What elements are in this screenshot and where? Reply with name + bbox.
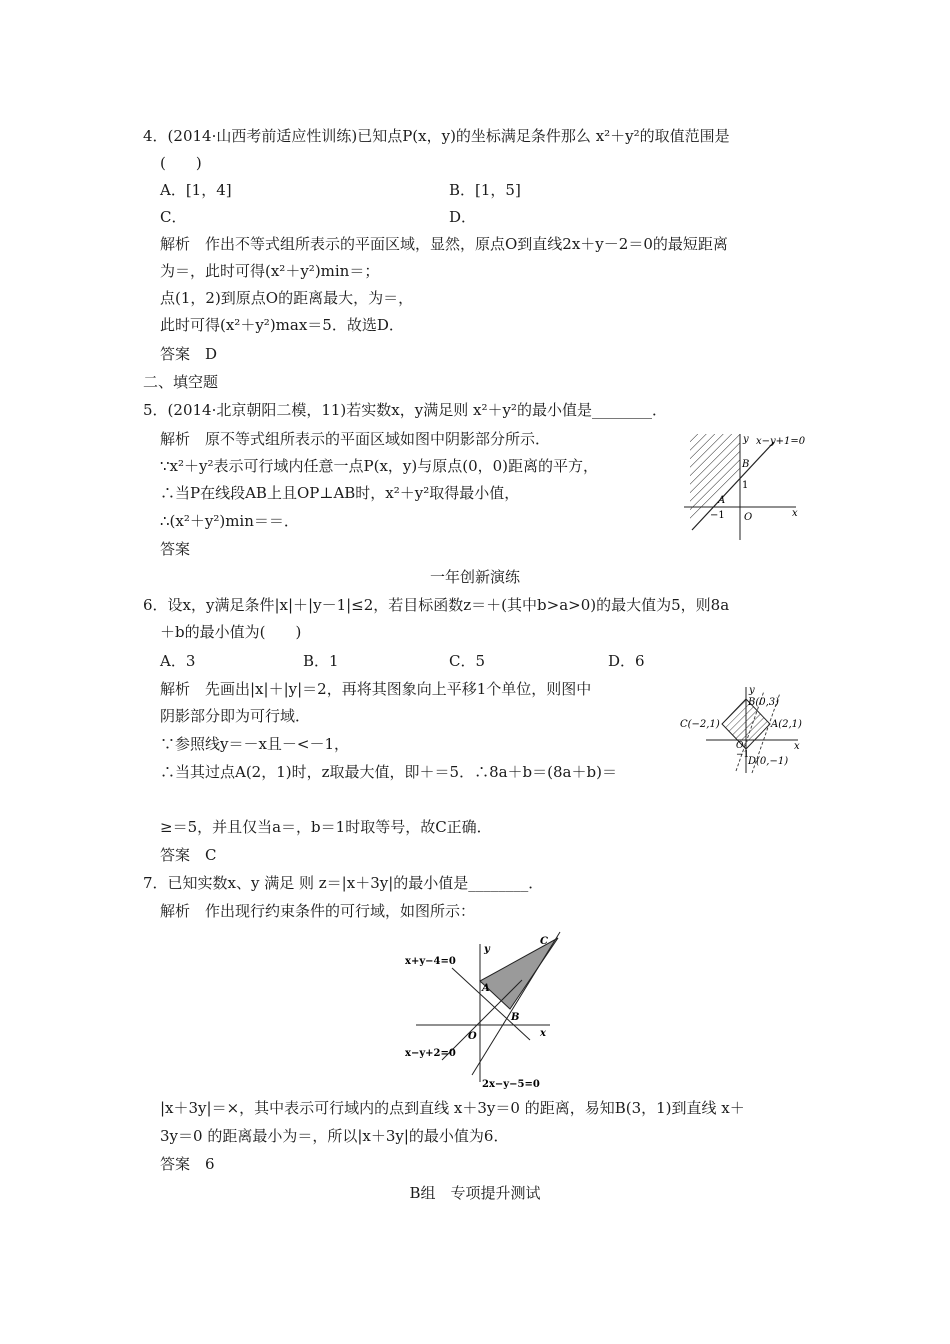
section-fill-blank-title: 二、填空题	[143, 373, 219, 391]
q7-line3-label: 2x−y−5=0	[482, 1079, 540, 1090]
q5-line-label: x−y+1=0	[756, 436, 806, 447]
q6-y-label: y	[749, 685, 755, 696]
q5-answer: 答案	[160, 540, 191, 558]
q6-origin-label: O	[736, 741, 744, 751]
q5-solution-line4: ∴(x²＋y²)min＝＝．	[160, 512, 299, 530]
q5-tick-1-label: 1	[742, 480, 749, 491]
q5-solution-line1: 解析 原不等式组所表示的平面区域如图中阴影部分所示．	[160, 430, 551, 448]
q6-point-b-label: B(0,3)	[748, 697, 780, 708]
q6-option-a: A．3	[160, 652, 196, 670]
q6-option-c: C．5	[449, 652, 486, 670]
q7-point-c-label: C	[540, 936, 548, 947]
q6-solution-line3: ∵参照线y＝－x且－<－1，	[160, 735, 350, 753]
q4-option-d: D．	[449, 208, 477, 226]
q7-x-label: x	[540, 1028, 546, 1039]
q5-solution-line3: ∴当P在线段AB上且OP⊥AB时，x²＋y²取得最小值，	[160, 484, 520, 502]
q7-stem: 7．已知实数x、y 满足 则 z＝|x＋3y|的最小值是________．	[143, 874, 544, 892]
q5-y-label: y	[743, 434, 749, 445]
q4-answer: 答案 D	[160, 345, 218, 363]
q6-tick-neg1-label: −1	[736, 750, 750, 760]
q6-point-c-label: C(−2,1)	[680, 719, 720, 730]
q7-point-b-label: B	[511, 1012, 520, 1023]
q5-stem: 5．(2014·北京朝阳二模，11)若实数x，y满足则 x²＋y²的最小值是________．	[143, 401, 667, 419]
q6-point-d-label: D(0,−1)	[748, 756, 789, 767]
q7-solution-line2: |x＋3y|＝×，其中表示可行域内的点到直线 x＋3y＝0 的距离，易知B(3，1)到直线 x＋	[160, 1099, 745, 1117]
q5-feasible-region-figure	[676, 430, 816, 542]
q5-x-label: x	[792, 508, 798, 519]
q4-solution-line2: 为＝，此时可得(x²＋y²)min＝；	[160, 262, 380, 280]
q6-stem-line2: ＋b的最小值为( )	[160, 623, 302, 641]
q4-solution-line1: 解析 作出不等式组所表示的平面区域，显然，原点O到直线2x＋y－2＝0的最短距离	[160, 235, 728, 253]
q7-feasible-region-figure	[402, 930, 562, 1090]
q7-y-label: y	[484, 944, 490, 955]
q4-solution-line3: 点(1，2)到原点O的距离最大，为＝，	[160, 289, 414, 307]
q6-stem-line1: 6．设x，y满足条件|x|＋|y－1|≤2，若目标函数z＝＋(其中b>a>0)的最大值为5，则8a	[143, 596, 730, 614]
q6-solution-line5: ≥＝5，并且仅当a＝，b＝1时取等号，故C正确．	[160, 818, 492, 836]
q7-answer: 答案 6	[160, 1155, 215, 1173]
q5-solution-line2: ∵x²＋y²表示可行域内任意一点P(x，y)与原点(0，0)距离的平方，	[160, 457, 599, 475]
q5-tick-neg1-label: −1	[710, 510, 725, 521]
q5-point-b-label: B	[742, 459, 750, 470]
q7-point-a-label: A	[482, 983, 490, 994]
q5-origin-label: O	[744, 512, 753, 523]
q6-x-label: x	[794, 741, 800, 752]
q6-solution-line1: 解析 先画出|x|＋|y|＝2，再将其图象向上平移1个单位，则图中	[160, 680, 592, 698]
q7-line2-label: x−y+2=0	[405, 1048, 456, 1059]
q6-solution-line2: 阴影部分即为可行域．	[160, 707, 311, 725]
q4-stem-line2: ( )	[160, 154, 202, 172]
q6-answer: 答案 C	[160, 846, 217, 864]
q6-solution-line4: ∴当其过点A(2，1)时，z取最大值，即＋＝5．∴8a＋b＝(8a＋b)＝	[160, 763, 617, 781]
q7-line1-label: x+y−4=0	[405, 956, 456, 967]
q6-feasible-region-figure	[678, 683, 812, 775]
section-innovation-title: 一年创新演练	[429, 568, 520, 586]
q5-point-a-label: A	[718, 495, 726, 506]
q4-option-c: C．	[160, 208, 187, 226]
q4-solution-line4: 此时可得(x²＋y²)max＝5．故选D．	[160, 316, 404, 334]
q4-option-a: A．[1，4]	[160, 181, 232, 199]
q6-option-b: B．1	[303, 652, 339, 670]
q7-solution-line1: 解析 作出现行约束条件的可行域，如图所示：	[160, 902, 476, 920]
q6-point-a-label: A(2,1)	[771, 719, 802, 730]
q7-origin-label: O	[468, 1031, 477, 1042]
q4-option-b: B．[1，5]	[449, 181, 521, 199]
section-b-title: B组 专项提升测试	[409, 1184, 541, 1202]
q4-stem-line1: 4．(2014·山西考前适应性训练)已知点P(x，y)的坐标满足条件那么 x²＋y²的取值范围是	[143, 127, 730, 145]
q7-solution-line3: 3y＝0 的距离最小为＝，所以|x＋3y|的最小值为6．	[160, 1127, 509, 1145]
q6-option-d: D．6	[608, 652, 645, 670]
